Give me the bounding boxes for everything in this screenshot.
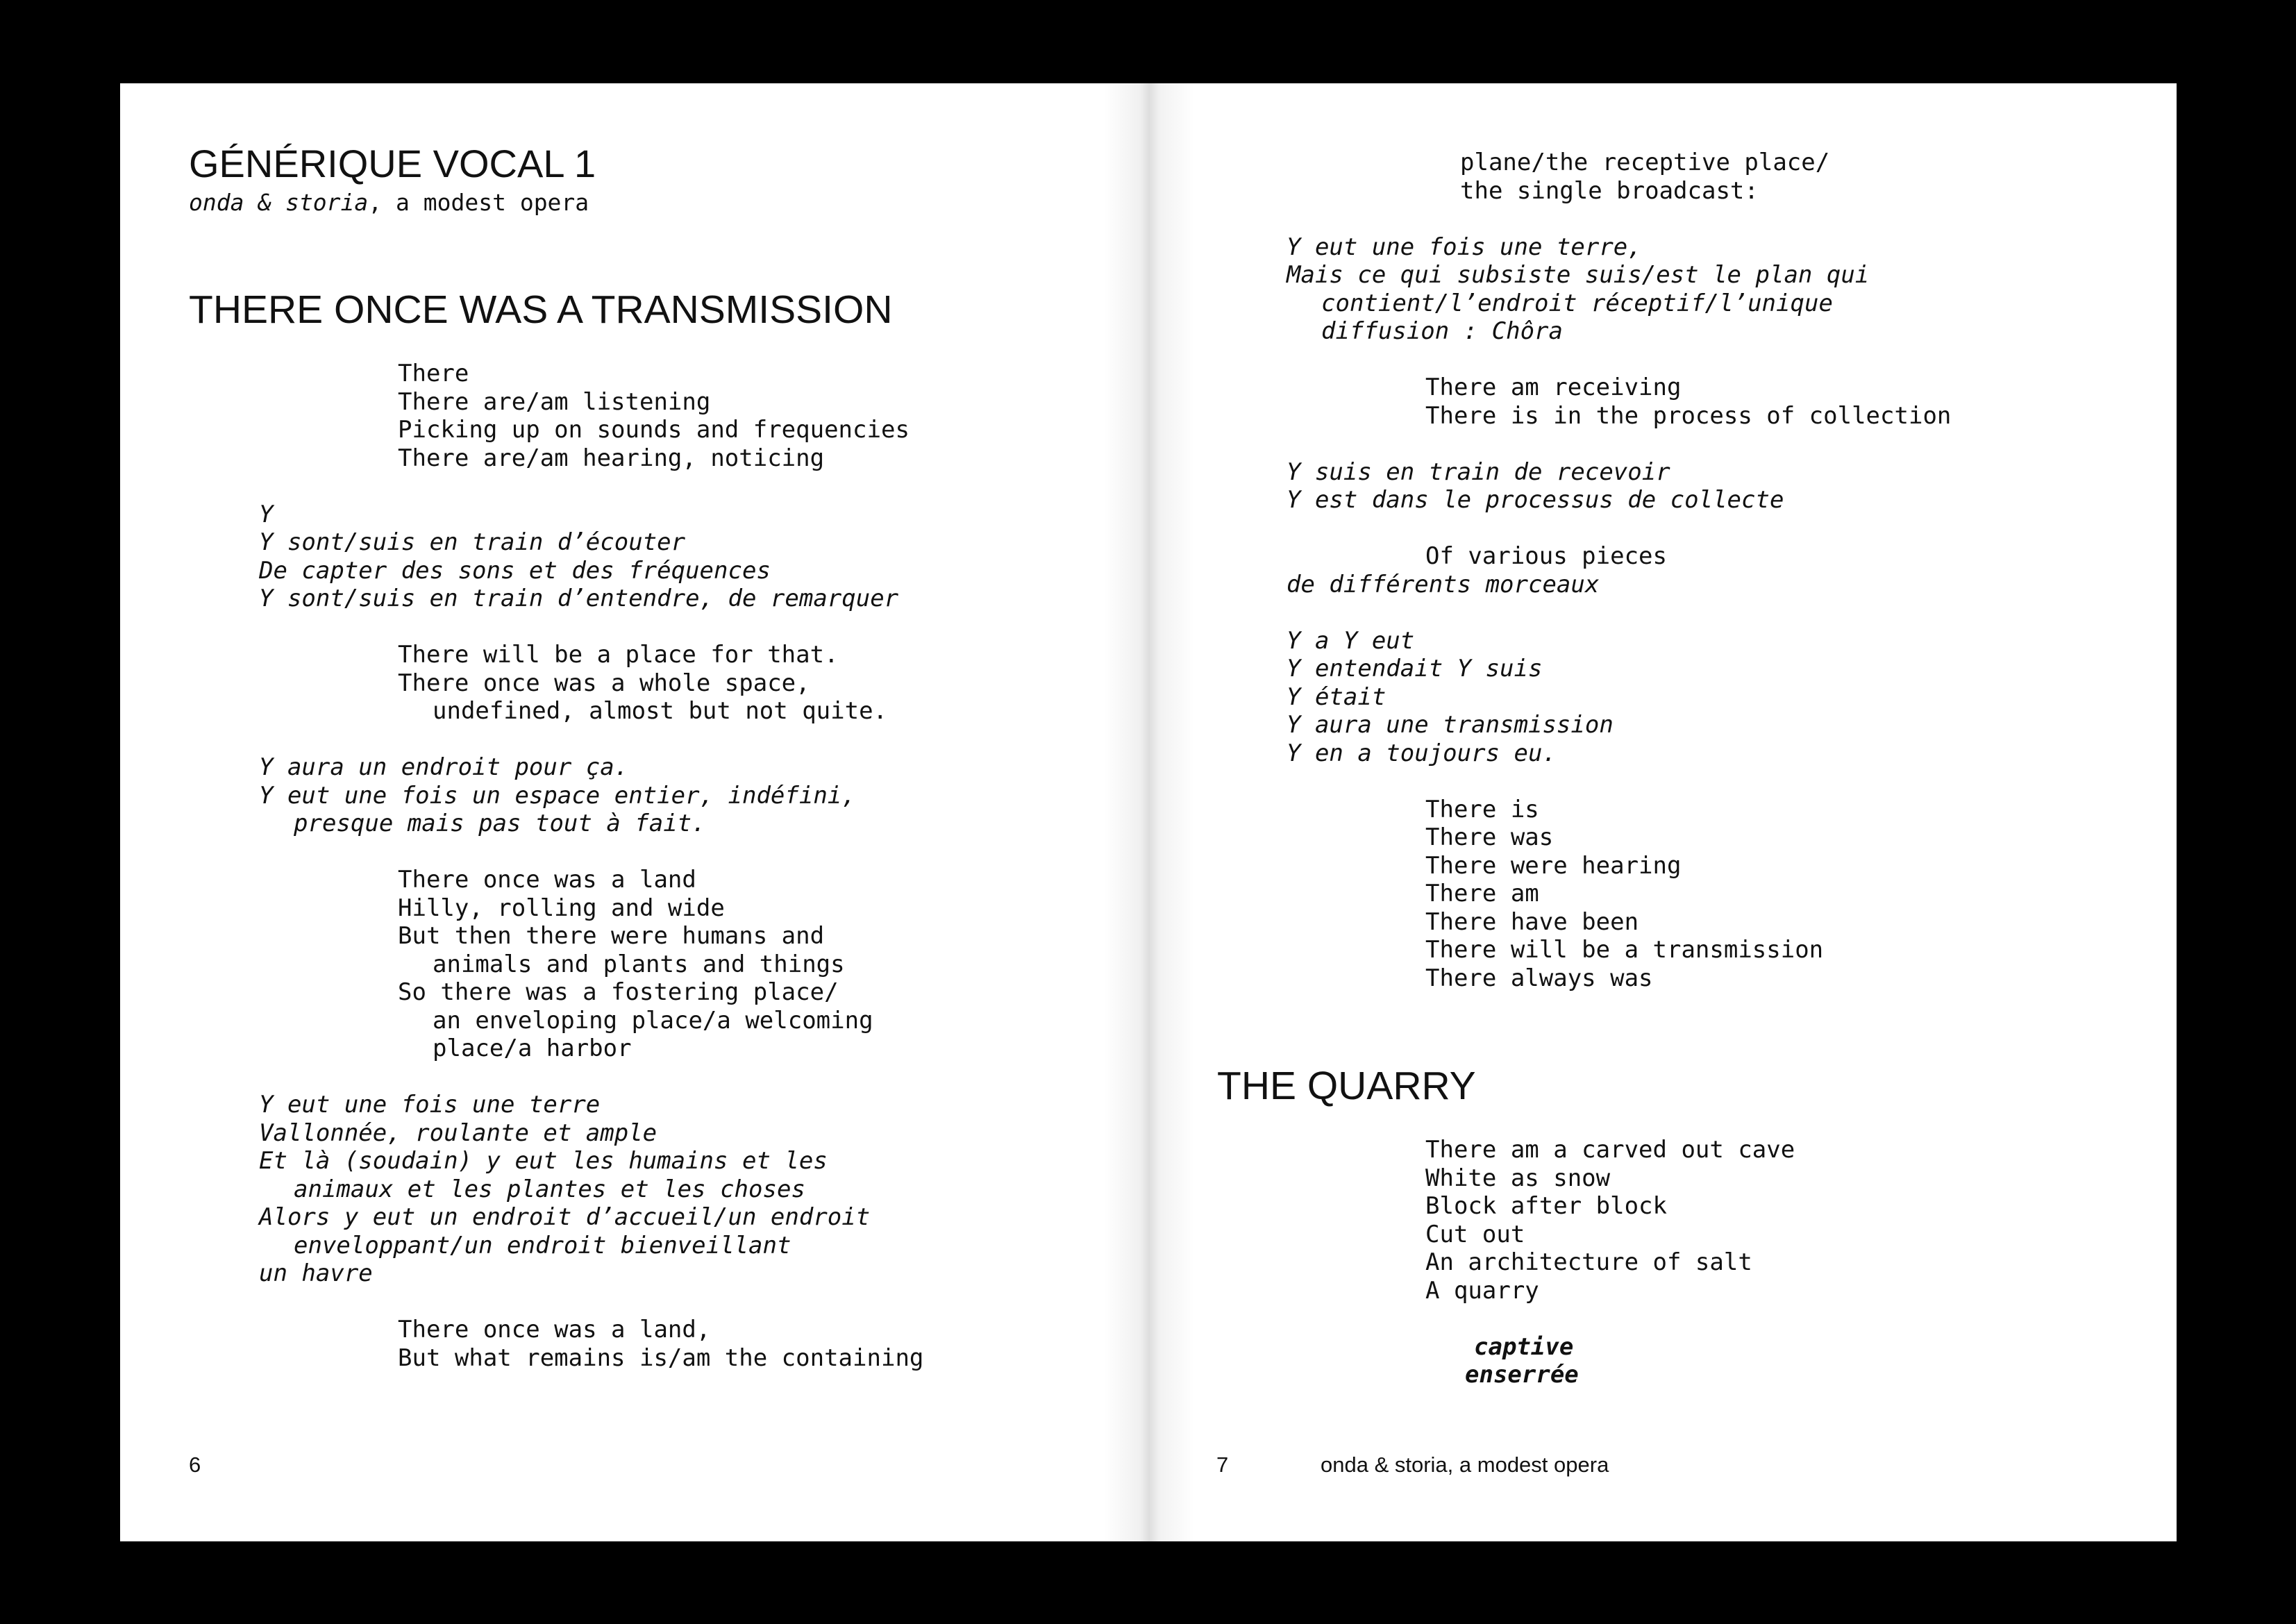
- poem-line-english: Picking up on sounds and frequencies: [398, 416, 910, 444]
- poem-line-french: un havre: [259, 1259, 373, 1287]
- page-title: GÉNÉRIQUE VOCAL 1: [189, 142, 596, 185]
- stanza-gap: [1425, 205, 1951, 233]
- poem-line-english: There is in the process of collection: [1425, 401, 1952, 430]
- poem-line-french: Y sont/suis en train d’entendre, de remarquer: [259, 585, 899, 612]
- subtitle-rest: , a modest opera: [368, 189, 589, 216]
- poem-line-english: There will be a place for that.: [398, 641, 839, 669]
- poem-line-english: There will be a transmission: [1425, 936, 1824, 964]
- poem-line-emphasis: enserrée: [1465, 1361, 1579, 1389]
- stanza-gap: [398, 1288, 923, 1316]
- poem-line-english: place/a harbor: [433, 1035, 632, 1062]
- section-title-quarry: THE QUARRY: [1217, 1064, 1476, 1108]
- stanza-gap: [398, 726, 923, 754]
- poem-line-french: Y entendait Y suis: [1287, 655, 1543, 683]
- poem-line-emphasis: captive: [1474, 1332, 1574, 1361]
- poem-line-french: enveloppant/un endroit bienveillant: [294, 1231, 791, 1259]
- poem-block-left: [259, 360, 924, 1372]
- poem-line-english: There was: [1425, 823, 1554, 851]
- poem-line-english: An architecture of salt: [1425, 1248, 1752, 1276]
- poem-line-english: There am: [1425, 880, 1539, 907]
- stanza-gap: [1425, 346, 1951, 374]
- poem-line-french: presque mais pas tout à fait.: [294, 810, 706, 837]
- poem-line-french: contient/l’endroit réceptif/l’unique: [1321, 289, 1833, 317]
- poem-line-french: Alors y eut un endroit d’accueil/un endroit: [259, 1203, 871, 1231]
- poem-line-english: an enveloping place/a welcoming: [433, 1006, 873, 1035]
- stanza-gap: [398, 1063, 923, 1091]
- poem-line-french: animaux et les plantes et les choses: [294, 1175, 805, 1203]
- section-title-transmission: THERE ONCE WAS A TRANSMISSION: [189, 287, 893, 332]
- poem-line-french: Y: [259, 500, 274, 528]
- poem-line-english: So there was a fostering place/: [398, 978, 839, 1006]
- poem-line-english: There once was a land,: [398, 1316, 711, 1343]
- poem-line-french: Y a Y eut: [1287, 626, 1415, 655]
- poem-block-right: [1287, 149, 1952, 992]
- poem-line-english: There am a carved out cave: [1425, 1136, 1795, 1164]
- stanza-gap: [1425, 598, 1951, 627]
- poem-line-english: There is: [1425, 795, 1539, 823]
- poem-line-english: A quarry: [1425, 1276, 1539, 1305]
- poem-line-french: Y eut une fois une terre: [259, 1091, 601, 1119]
- poem-line-french: Y aura un endroit pour ça.: [259, 753, 629, 781]
- stanza-gap: [1425, 430, 1951, 458]
- poem-line-french: de différents morceaux: [1287, 570, 1600, 598]
- poem-line-french: Y suis en train de recevoir: [1287, 458, 1670, 486]
- poem-line-english: There once was a whole space,: [398, 669, 810, 697]
- poem-line-french: diffusion : Chôra: [1321, 317, 1563, 345]
- poem-line-english: Of various pieces: [1425, 542, 1667, 570]
- stanza-gap: [398, 472, 923, 501]
- poem-line-english: animals and plants and things: [433, 950, 845, 978]
- stanza-gap: [398, 838, 923, 867]
- poem-line-french: Y eut une fois un espace entier, indéfini,: [259, 781, 856, 810]
- poem-line-french: Y est dans le processus de collecte: [1287, 486, 1784, 514]
- poem-line-english: plane/the receptive place/: [1460, 149, 1830, 176]
- page-number-left: 6: [189, 1453, 201, 1477]
- poem-line-french: Y était: [1287, 683, 1386, 711]
- poem-line-french: Y sont/suis en train d’écouter: [259, 528, 686, 556]
- poem-line-french: Et là (soudain) y eut les humains et les: [259, 1147, 828, 1175]
- poem-line-english: There were hearing: [1425, 851, 1682, 880]
- poem-line-french: Vallonnée, roulante et ample: [259, 1119, 657, 1147]
- poem-line-english: But what remains is/am the containing: [398, 1343, 924, 1372]
- poem-line-english: Cut out: [1425, 1220, 1525, 1248]
- poem-line-english: There: [398, 360, 469, 387]
- stanza-gap: [1425, 1305, 1795, 1333]
- poem-line-english: There are/am hearing, noticing: [398, 444, 825, 472]
- left-page: [120, 83, 1148, 1541]
- poem-line-french: Y aura une transmission: [1287, 711, 1614, 739]
- stanza-gap: [398, 613, 923, 642]
- poem-line-english: the single broadcast:: [1460, 176, 1759, 205]
- poem-line-english: There once was a land: [398, 866, 696, 894]
- page-number-right: 7: [1216, 1453, 1229, 1477]
- right-page: [1148, 83, 2177, 1541]
- poem-line-french: De capter des sons et des fréquences: [259, 556, 771, 585]
- poem-line-english: White as snow: [1425, 1164, 1611, 1192]
- poem-line-english: But then there were humans and: [398, 922, 825, 950]
- poem-line-english: Hilly, rolling and wide: [398, 894, 725, 922]
- stanza-gap: [1425, 767, 1951, 796]
- stanza-gap: [1425, 514, 1951, 543]
- poem-line-french: Y en a toujours eu.: [1287, 739, 1557, 767]
- subtitle-italic: onda & storia: [189, 189, 369, 216]
- poem-line-english: There am receiving: [1425, 374, 1682, 401]
- page-subtitle: [189, 189, 589, 217]
- poem-block-quarry: [1425, 1136, 1795, 1389]
- running-footer: onda & storia, a modest opera: [1321, 1453, 1609, 1477]
- poem-line-english: There always was: [1425, 964, 1653, 992]
- poem-line-english: There are/am listening: [398, 387, 711, 416]
- poem-line-french: Mais ce qui subsiste suis/est le plan qui: [1287, 261, 1870, 289]
- poem-line-english: Block after block: [1425, 1192, 1667, 1220]
- poem-line-english: undefined, almost but not quite.: [433, 697, 888, 725]
- poem-line-english: There have been: [1425, 907, 1639, 936]
- poem-line-french: Y eut une fois une terre,: [1287, 233, 1642, 261]
